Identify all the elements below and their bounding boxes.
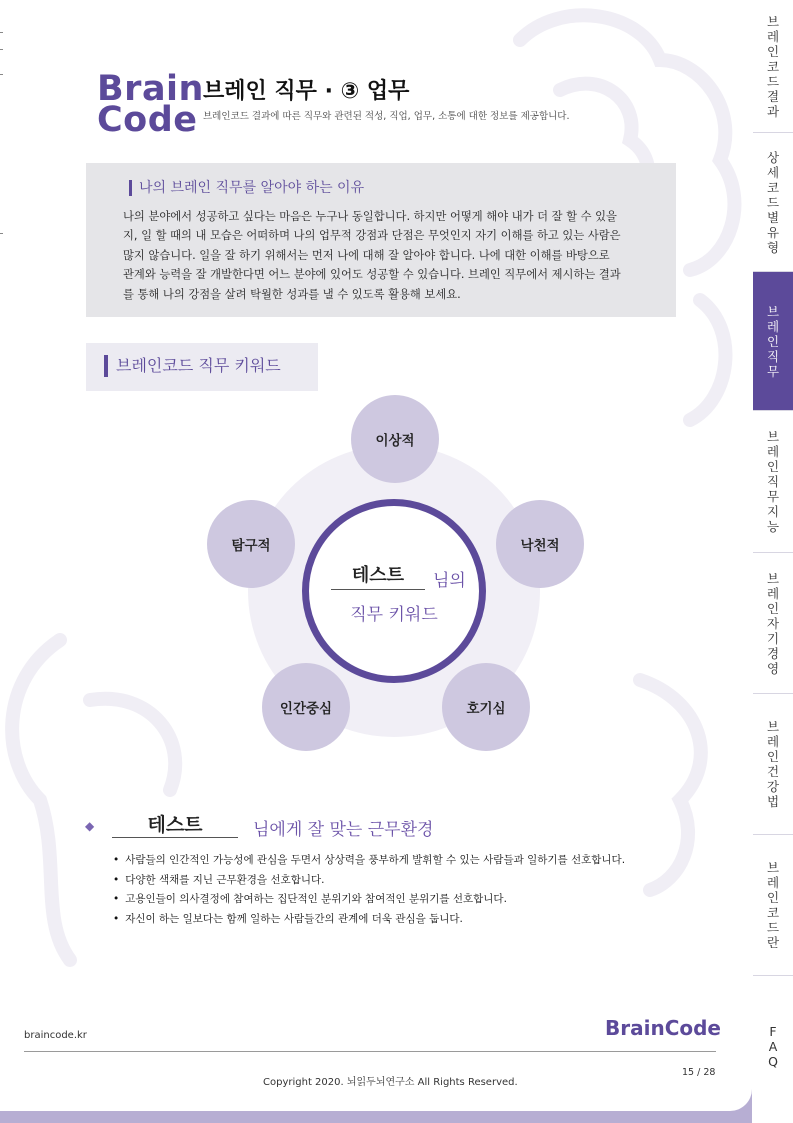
site-url: braincode.kr [24, 1030, 87, 1041]
keyword-bubble: 인간중심 [262, 663, 350, 751]
page-number: 15 / 28 [682, 1067, 716, 1078]
env-list-item: • 고용인들이 의사결정에 참여하는 집단적인 분위기와 참여적인 분위기를 선호합니다. [113, 890, 625, 910]
env-list-item: • 사람들의 인간적인 가능성에 관심을 두면서 상상력을 풍부하게 발휘할 수 있는 사람들과 일하기를 선호합니다. [113, 851, 625, 871]
info-box-text [123, 207, 643, 304]
tab-braincode-result[interactable] [753, 0, 793, 133]
info-box-title: 나의 브레인 직무를 알아야 하는 이유 [129, 180, 364, 196]
tab-label: 브레인직무지능 [766, 429, 780, 534]
keyword-bubble: 이상적 [351, 395, 439, 483]
braincode-logo: Brain Code [97, 69, 204, 140]
env-list-item: • 다양한 색채를 지닌 근무환경을 선호합니다. [113, 871, 625, 891]
info-line: 관계와 능력을 잘 개발한다면 어느 분야에 있어도 성공할 수 있습니다. 브레인 직무에서 제시하는 결과 [123, 268, 621, 282]
info-line: 지, 일 할 때의 내 모습은 어떠하며 나의 업무적 강점과 단점은 무엇인지 자기 이해를 하고 있는 사람은 [123, 229, 621, 243]
page-subtitle: 브레인코드 결과에 따른 직무와 관련된 적성, 직업, 업무, 소통에 대한 정보를 제공합니다. [203, 111, 570, 122]
user-name: 테스트 [331, 565, 425, 590]
tab-label: 브레인건강법 [766, 719, 780, 809]
tab-faq[interactable] [753, 976, 793, 1116]
tab-what-is-braincode[interactable] [753, 835, 793, 976]
user-name-suffix: 님의 [433, 571, 466, 591]
section-tab-bar [752, 0, 793, 1123]
keyword-center-label: 직무 키워드 [350, 605, 438, 625]
env-list-item: • 자신이 하는 일보다는 함께 일하는 사람들간의 관계에 더욱 관심을 둡니다. [113, 910, 625, 930]
tab-detail-types[interactable] [753, 133, 793, 272]
env-title: 님에게 잘 맞는 근무환경 [253, 820, 434, 840]
footer-logo: BrainCode [605, 1016, 721, 1040]
env-user-name: 테스트 [112, 813, 238, 838]
keyword-bubble: 낙천적 [496, 500, 584, 588]
tab-brain-job-intelligence[interactable] [753, 411, 793, 553]
gem-bullet-icon: ◆ [85, 819, 95, 833]
tab-brain-health[interactable] [753, 694, 793, 835]
tab-label: 브레인직무 [766, 303, 780, 379]
keyword-bubble: 호기심 [442, 663, 530, 751]
page-title: 브레인 직무 · ③ 업무 [203, 79, 410, 104]
info-line: 나의 분야에서 성공하고 싶다는 마음은 누구나 동일합니다. 하지만 어떻게 해야 내가 더 잘 할 수 있을 [123, 210, 617, 223]
tab-label: 브레인자기경영 [766, 570, 780, 676]
tab-label: 브레인코드 결과 [766, 13, 780, 119]
tab-label: 상세코드별유형 [766, 149, 780, 255]
keyword-center-ring [302, 499, 486, 683]
tab-brain-self-management[interactable] [753, 553, 793, 694]
tab-label: FAQ [768, 1023, 778, 1069]
footer-divider [24, 1051, 716, 1052]
copyright-text: Copyright 2020. 뇌읽두뇌연구소 All Rights Reserved. [263, 1077, 518, 1088]
info-line: 많지 않습니다. 일을 잘 하기 위해서는 먼저 나에 대해 잘 알아야 합니다. 나에 대한 이해를 바탕으로 [123, 248, 610, 262]
tab-label: 브레인코드란 [766, 860, 780, 950]
info-line: 를 통해 나의 강점을 살려 탁월한 성과를 낼 수 있도록 활용해 보세요. [123, 287, 461, 301]
keyword-section-title: 브레인코드 직무 키워드 [104, 355, 281, 377]
keyword-bubble: 탐구적 [207, 500, 295, 588]
env-list [113, 851, 625, 929]
tab-brain-job[interactable] [753, 272, 793, 411]
